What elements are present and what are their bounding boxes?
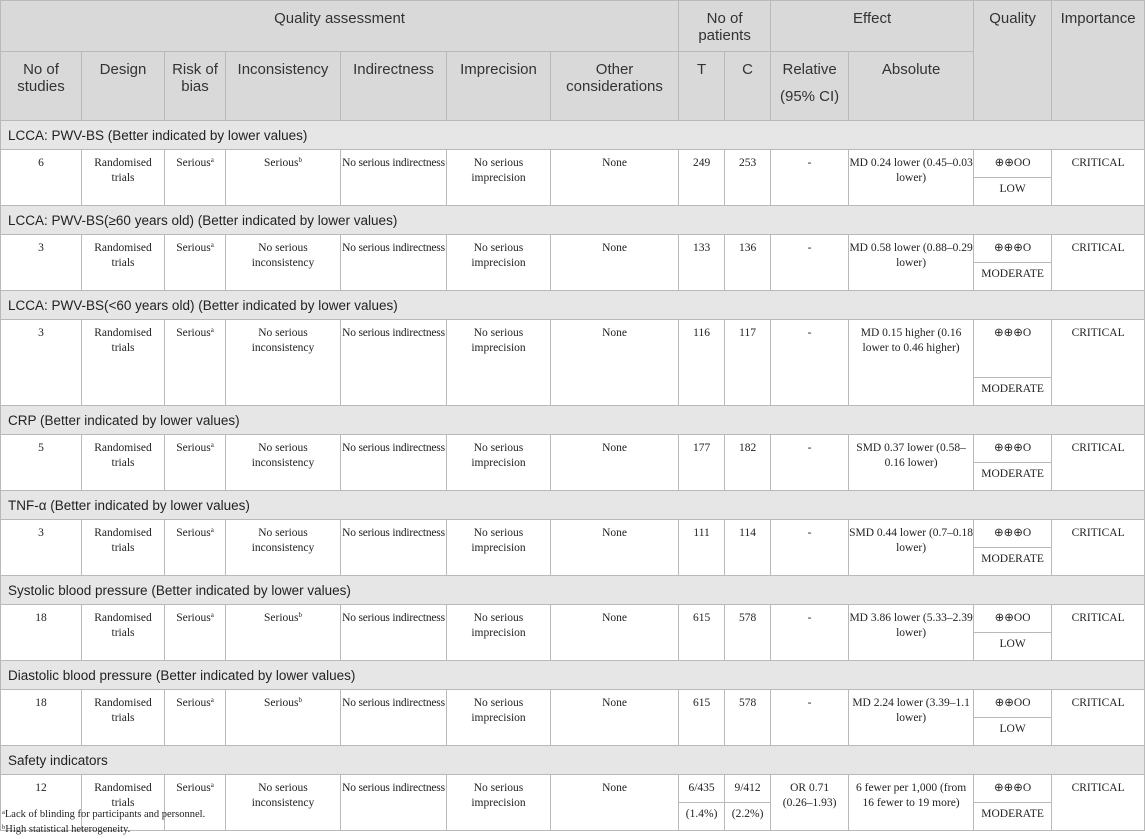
section-title: LCCA: PWV-BS(≥60 years old) (Better indicated by lower values)	[1, 206, 1145, 235]
header-no-of-studies: No of studies	[1, 52, 82, 121]
relative-effect-value: -	[807, 527, 812, 539]
quality-label-cell: MODERATE	[974, 463, 1052, 491]
header-relative-label: Relative	[782, 61, 837, 78]
no-of-studies-cell: 5	[1, 435, 82, 491]
quality-symbol-cell: ⊕⊕OO	[974, 690, 1052, 718]
section-title: TNF-α (Better indicated by lower values)	[1, 491, 1145, 520]
footnote-a	[2, 807, 205, 822]
other-considerations-cell: None	[551, 605, 679, 661]
imprecision-cell: No serious imprecision	[447, 690, 551, 746]
footnote-ref: a	[210, 241, 214, 249]
design-cell: Randomised trials	[82, 520, 165, 576]
risk-of-bias-value: Serious	[176, 442, 211, 454]
other-considerations-cell: None	[551, 320, 679, 406]
header-other-considerations: Other considerations	[551, 52, 679, 121]
section-row	[1, 576, 1145, 605]
quality-label-cell: LOW	[974, 718, 1052, 746]
header-absolute: Absolute	[849, 52, 974, 121]
footnote-marker: b	[2, 824, 6, 831]
design-cell: Randomised trials	[82, 775, 165, 831]
inconsistency-cell	[226, 235, 341, 291]
importance-cell: CRITICAL	[1052, 520, 1145, 576]
t-count-cell: 249	[679, 150, 725, 206]
c-count-cell: 114	[725, 520, 771, 576]
header-risk-of-bias: Risk of bias	[165, 52, 226, 121]
inconsistency-cell	[226, 320, 341, 406]
relative-effect-cell	[771, 320, 849, 406]
header-inconsistency: Inconsistency	[226, 52, 341, 121]
risk-of-bias-cell	[165, 435, 226, 491]
relative-effect-value: -	[807, 442, 812, 454]
footnote-ref: a	[210, 441, 214, 449]
indirectness-cell: No serious indirectness	[341, 150, 447, 206]
importance-cell: CRITICAL	[1052, 605, 1145, 661]
design-cell: Randomised trials	[82, 320, 165, 406]
absolute-effect-cell: SMD 0.37 lower (0.58–0.16 lower)	[849, 435, 974, 491]
section-title: LCCA: PWV-BS(<60 years old) (Better indicated by lower values)	[1, 291, 1145, 320]
inconsistency-value: No serious inconsistency	[251, 442, 315, 469]
inconsistency-value: No serious inconsistency	[251, 782, 315, 809]
absolute-effect-cell: MD 0.15 higher (0.16 lower to 0.46 higher)	[849, 320, 974, 406]
t-count-cell: 615	[679, 690, 725, 746]
no-of-studies-cell: 3	[1, 320, 82, 406]
inconsistency-value: Serious	[264, 697, 299, 709]
imprecision-cell: No serious imprecision	[447, 605, 551, 661]
footnote-text: High statistical heterogeneity.	[5, 824, 131, 835]
design-cell: Randomised trials	[82, 690, 165, 746]
inconsistency-value: No serious inconsistency	[251, 242, 315, 269]
c-count-cell: 578	[725, 605, 771, 661]
other-considerations-cell: None	[551, 690, 679, 746]
importance-cell: CRITICAL	[1052, 435, 1145, 491]
table-body	[1, 121, 1145, 831]
relative-effect-cell	[771, 235, 849, 291]
indirectness-cell: No serious indirectness	[341, 605, 447, 661]
relative-effect-value: -	[807, 327, 812, 339]
c-count-cell: 9/412	[725, 775, 771, 803]
relative-effect-value: -	[807, 612, 812, 624]
section-title: Diastolic blood pressure (Better indicated by lower values)	[1, 661, 1145, 690]
relative-effect-ci: (0.26–1.93)	[782, 797, 837, 809]
quality-label-cell: MODERATE	[974, 378, 1052, 406]
header-quality: Quality	[974, 1, 1052, 121]
risk-of-bias-value: Serious	[176, 242, 211, 254]
t-count-cell: 111	[679, 520, 725, 576]
risk-of-bias-cell	[165, 520, 226, 576]
quality-label-cell: MODERATE	[974, 263, 1052, 291]
no-of-studies-cell: 12	[1, 775, 82, 831]
indirectness-cell: No serious indirectness	[341, 320, 447, 406]
relative-effect-cell	[771, 435, 849, 491]
no-of-studies-cell: 3	[1, 520, 82, 576]
absolute-effect-cell: MD 3.86 lower (5.33–2.39 lower)	[849, 605, 974, 661]
other-considerations-cell: None	[551, 520, 679, 576]
inconsistency-value: No serious inconsistency	[251, 327, 315, 354]
absolute-effect-cell: MD 0.58 lower (0.88–0.29 lower)	[849, 235, 974, 291]
header-importance: Importance	[1052, 1, 1145, 121]
importance-cell: CRITICAL	[1052, 150, 1145, 206]
inconsistency-cell	[226, 150, 341, 206]
section-title: Safety indicators	[1, 746, 1145, 775]
header-effect: Effect	[771, 1, 974, 52]
indirectness-cell: No serious indirectness	[341, 690, 447, 746]
data-row	[1, 775, 1145, 803]
t-percent-cell: (1.4%)	[679, 803, 725, 831]
absolute-effect-cell: 6 fewer per 1,000 (from 16 fewer to 19 more)	[849, 775, 974, 831]
relative-effect-value: -	[807, 697, 812, 709]
section-row	[1, 406, 1145, 435]
data-row	[1, 235, 1145, 263]
data-row	[1, 320, 1145, 378]
risk-of-bias-cell	[165, 605, 226, 661]
data-row	[1, 690, 1145, 718]
data-row	[1, 520, 1145, 548]
footnote-text: Lack of blinding for participants and personnel.	[4, 809, 206, 820]
header-c: C	[725, 52, 771, 121]
absolute-effect-cell: SMD 0.44 lower (0.7–0.18 lower)	[849, 520, 974, 576]
c-count-cell: 136	[725, 235, 771, 291]
footnote-ref: a	[210, 696, 214, 704]
inconsistency-value: No serious inconsistency	[251, 527, 315, 554]
relative-effect-cell	[771, 775, 849, 831]
section-title: CRP (Better indicated by lower values)	[1, 406, 1145, 435]
inconsistency-cell	[226, 435, 341, 491]
c-count-cell: 117	[725, 320, 771, 406]
imprecision-cell: No serious imprecision	[447, 235, 551, 291]
importance-cell: CRITICAL	[1052, 320, 1145, 406]
imprecision-cell: No serious imprecision	[447, 435, 551, 491]
risk-of-bias-cell	[165, 150, 226, 206]
quality-label-cell: LOW	[974, 633, 1052, 661]
section-row	[1, 491, 1145, 520]
t-count-cell: 615	[679, 605, 725, 661]
relative-effect-cell	[771, 520, 849, 576]
quality-symbol-cell: ⊕⊕⊕O	[974, 235, 1052, 263]
c-percent-cell: (2.2%)	[725, 803, 771, 831]
risk-of-bias-value: Serious	[176, 612, 211, 624]
data-row	[1, 605, 1145, 633]
importance-cell: CRITICAL	[1052, 690, 1145, 746]
indirectness-cell: No serious indirectness	[341, 520, 447, 576]
relative-effect-cell	[771, 150, 849, 206]
quality-symbol-cell: ⊕⊕OO	[974, 605, 1052, 633]
footnote-b	[2, 822, 205, 837]
section-title: LCCA: PWV-BS (Better indicated by lower values)	[1, 121, 1145, 150]
header-quality-assessment: Quality assessment	[1, 1, 679, 52]
risk-of-bias-value: Serious	[176, 782, 211, 794]
quality-label-cell: MODERATE	[974, 548, 1052, 576]
t-count-cell: 133	[679, 235, 725, 291]
section-title: Systolic blood pressure (Better indicated by lower values)	[1, 576, 1145, 605]
t-count-cell: 116	[679, 320, 725, 406]
section-row	[1, 746, 1145, 775]
risk-of-bias-cell	[165, 235, 226, 291]
inconsistency-value: Serious	[264, 157, 299, 169]
quality-symbol-cell: ⊕⊕⊕O	[974, 435, 1052, 463]
risk-of-bias-value: Serious	[176, 527, 211, 539]
quality-label-cell: MODERATE	[974, 803, 1052, 831]
quality-symbol-cell: ⊕⊕OO	[974, 150, 1052, 178]
imprecision-cell: No serious imprecision	[447, 150, 551, 206]
inconsistency-cell	[226, 520, 341, 576]
other-considerations-cell: None	[551, 435, 679, 491]
t-count-cell: 177	[679, 435, 725, 491]
no-of-studies-cell: 3	[1, 235, 82, 291]
risk-of-bias-cell	[165, 320, 226, 406]
risk-of-bias-value: Serious	[176, 697, 211, 709]
design-cell: Randomised trials	[82, 235, 165, 291]
absolute-effect-cell: MD 2.24 lower (3.39–1.1 lower)	[849, 690, 974, 746]
footnote-ref: a	[210, 611, 214, 619]
quality-symbol-cell: ⊕⊕⊕O	[974, 775, 1052, 803]
importance-cell: CRITICAL	[1052, 775, 1145, 831]
header-indirectness: Indirectness	[341, 52, 447, 121]
indirectness-cell: No serious indirectness	[341, 235, 447, 291]
c-count-cell: 578	[725, 690, 771, 746]
other-considerations-cell: None	[551, 235, 679, 291]
footnote-marker: a	[2, 809, 5, 816]
header-no-of-patients: No of patients	[679, 1, 771, 52]
header-relative-ci: (95% CI)	[780, 88, 840, 105]
relative-effect-value: OR 0.71	[790, 782, 830, 794]
inconsistency-value: Serious	[264, 612, 299, 624]
header-imprecision: Imprecision	[447, 52, 551, 121]
footnote-ref: a	[210, 526, 214, 534]
table-header	[1, 1, 1145, 121]
design-cell: Randomised trials	[82, 435, 165, 491]
footnote-ref: a	[210, 156, 214, 164]
importance-cell: CRITICAL	[1052, 235, 1145, 291]
data-row	[1, 150, 1145, 178]
inconsistency-cell	[226, 690, 341, 746]
footnote-ref: b	[298, 156, 302, 164]
footnote-ref: b	[298, 696, 302, 704]
no-of-studies-cell: 18	[1, 605, 82, 661]
data-row	[1, 435, 1145, 463]
section-row	[1, 121, 1145, 150]
section-row	[1, 661, 1145, 690]
relative-effect-cell	[771, 690, 849, 746]
risk-of-bias-value: Serious	[176, 327, 211, 339]
header-relative	[771, 52, 849, 121]
no-of-studies-cell: 6	[1, 150, 82, 206]
risk-of-bias-cell	[165, 690, 226, 746]
quality-symbol-cell: ⊕⊕⊕O	[974, 520, 1052, 548]
header-t: T	[679, 52, 725, 121]
quality-symbol-cell: ⊕⊕⊕O	[974, 320, 1052, 378]
indirectness-cell: No serious indirectness	[341, 775, 447, 831]
risk-of-bias-value: Serious	[176, 157, 211, 169]
other-considerations-cell: None	[551, 775, 679, 831]
inconsistency-cell	[226, 775, 341, 831]
indirectness-cell: No serious indirectness	[341, 435, 447, 491]
t-count-cell: 6/435	[679, 775, 725, 803]
footnotes	[2, 807, 205, 837]
footnote-ref: a	[210, 326, 214, 334]
section-row	[1, 206, 1145, 235]
design-cell: Randomised trials	[82, 605, 165, 661]
relative-effect-value: -	[807, 157, 812, 169]
absolute-effect-cell: MD 0.24 lower (0.45–0.03 lower)	[849, 150, 974, 206]
relative-effect-cell	[771, 605, 849, 661]
inconsistency-cell	[226, 605, 341, 661]
imprecision-cell: No serious imprecision	[447, 775, 551, 831]
no-of-studies-cell: 18	[1, 690, 82, 746]
c-count-cell: 253	[725, 150, 771, 206]
design-cell: Randomised trials	[82, 150, 165, 206]
imprecision-cell: No serious imprecision	[447, 520, 551, 576]
imprecision-cell: No serious imprecision	[447, 320, 551, 406]
other-considerations-cell: None	[551, 150, 679, 206]
header-design: Design	[82, 52, 165, 121]
c-count-cell: 182	[725, 435, 771, 491]
footnote-ref: a	[210, 781, 214, 789]
section-row	[1, 291, 1145, 320]
quality-label-cell: LOW	[974, 178, 1052, 206]
footnote-ref: b	[298, 611, 302, 619]
relative-effect-value: -	[807, 242, 812, 254]
